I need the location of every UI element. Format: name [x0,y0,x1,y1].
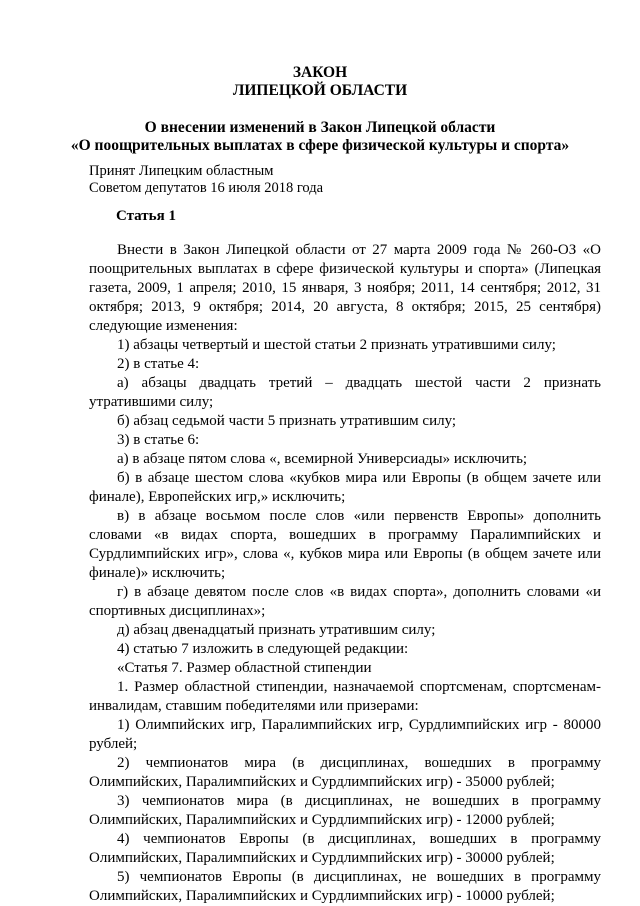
paragraph: д) абзац двенадцатый признать утратившим силу; [117,622,436,638]
paragraph: а) абзацы двадцать третий – двадцать шестой части 2 признать утратившими силу; [89,375,601,410]
paragraph: 3) в статье 6: [117,432,200,448]
paragraph: Внести в Закон Липецкой области от 27 марта 2009 года № 260-ОЗ «О поощрительных выплатах в сфере физической культуры и спорта» (Липецкая газета, 2009, 1 апреля; 2010, 15 января, 3 ноября; 2011, 14 сентября; 2012, 31 октября; 2013, 9 октября; 2014, 20 августа, 8 октября; 2015, 25 сентября) следующие изменения: [89,242,601,334]
paragraph: 4) статью 7 изложить в следующей редакции: [117,641,409,657]
paragraph: 1. Размер областной стипендии, назначаемой спортсменам, спортсменам-инвалидам, ставшим победителями или призерами: [89,679,601,714]
law-subtitle-line2: «О поощрительных выплатах в сфере физической культуры и спорта» [70,137,570,154]
paragraph: 5) чемпионатов Европы (в дисциплинах, не вошедших в программу Олимпийских, Паралимпийских и Сурдлимпийских игр) - 10000 рублей; [89,869,601,904]
law-title: ЗАКОН [292,64,348,81]
paragraph: 1) Олимпийских игр, Паралимпийских игр, Сурдлимпийских игр - 80000 рублей; [89,717,601,752]
paragraph: б) абзац седьмой части 5 признать утратившим силу; [117,413,457,429]
paragraph: «Статья 7. Размер областной стипендии [117,660,372,676]
adopted-line1: Принят Липецким областным [89,163,274,179]
paragraph: 3) чемпионатов мира (в дисциплинах, не вошедших в программу Олимпийских, Паралимпийских и Сурдлимпийских игр) - 12000 рублей; [89,793,601,828]
article-heading: Статья 1 [116,208,176,224]
paragraph: а) в абзаце пятом слова «, всемирной Универсиады» исключить; [117,451,528,467]
paragraph: в) в абзаце восьмом после слов «или первенств Европы» дополнить словами «в видах спорта, вошедших в программу Паралимпийских и Сурдлимпийских игр», слова «, кубков мира или Европы (в общем зачете или финале)» исключить; [89,508,601,581]
paragraph: б) в абзаце шестом слова «кубков мира или Европы (в общем зачете или финале), Европейских игр,» исключить; [89,470,601,505]
paragraph: 2) чемпионатов мира (в дисциплинах, вошедших в программу Олимпийских, Паралимпийских и Сурдлимпийских игр) - 35000 рублей; [89,755,601,790]
article-body [89,241,601,906]
law-subtitle-line1: О внесении изменений в Закон Липецкой области [144,119,496,136]
paragraph: 2) в статье 4: [117,356,200,372]
adopted-line2: Советом депутатов 16 июля 2018 года [89,180,324,196]
paragraph: 4) чемпионатов Европы (в дисциплинах, вошедших в программу Олимпийских, Паралимпийских и Сурдлимпийских игр) - 30000 рублей; [89,831,601,866]
paragraph: 1) абзацы четвертый и шестой статьи 2 признать утратившими силу; [117,337,556,353]
paragraph: г) в абзаце девятом после слов «в видах спорта», дополнить словами «и спортивных дисциплинах»; [89,584,601,619]
law-region: ЛИПЕЦКОЙ ОБЛАСТИ [232,82,408,99]
